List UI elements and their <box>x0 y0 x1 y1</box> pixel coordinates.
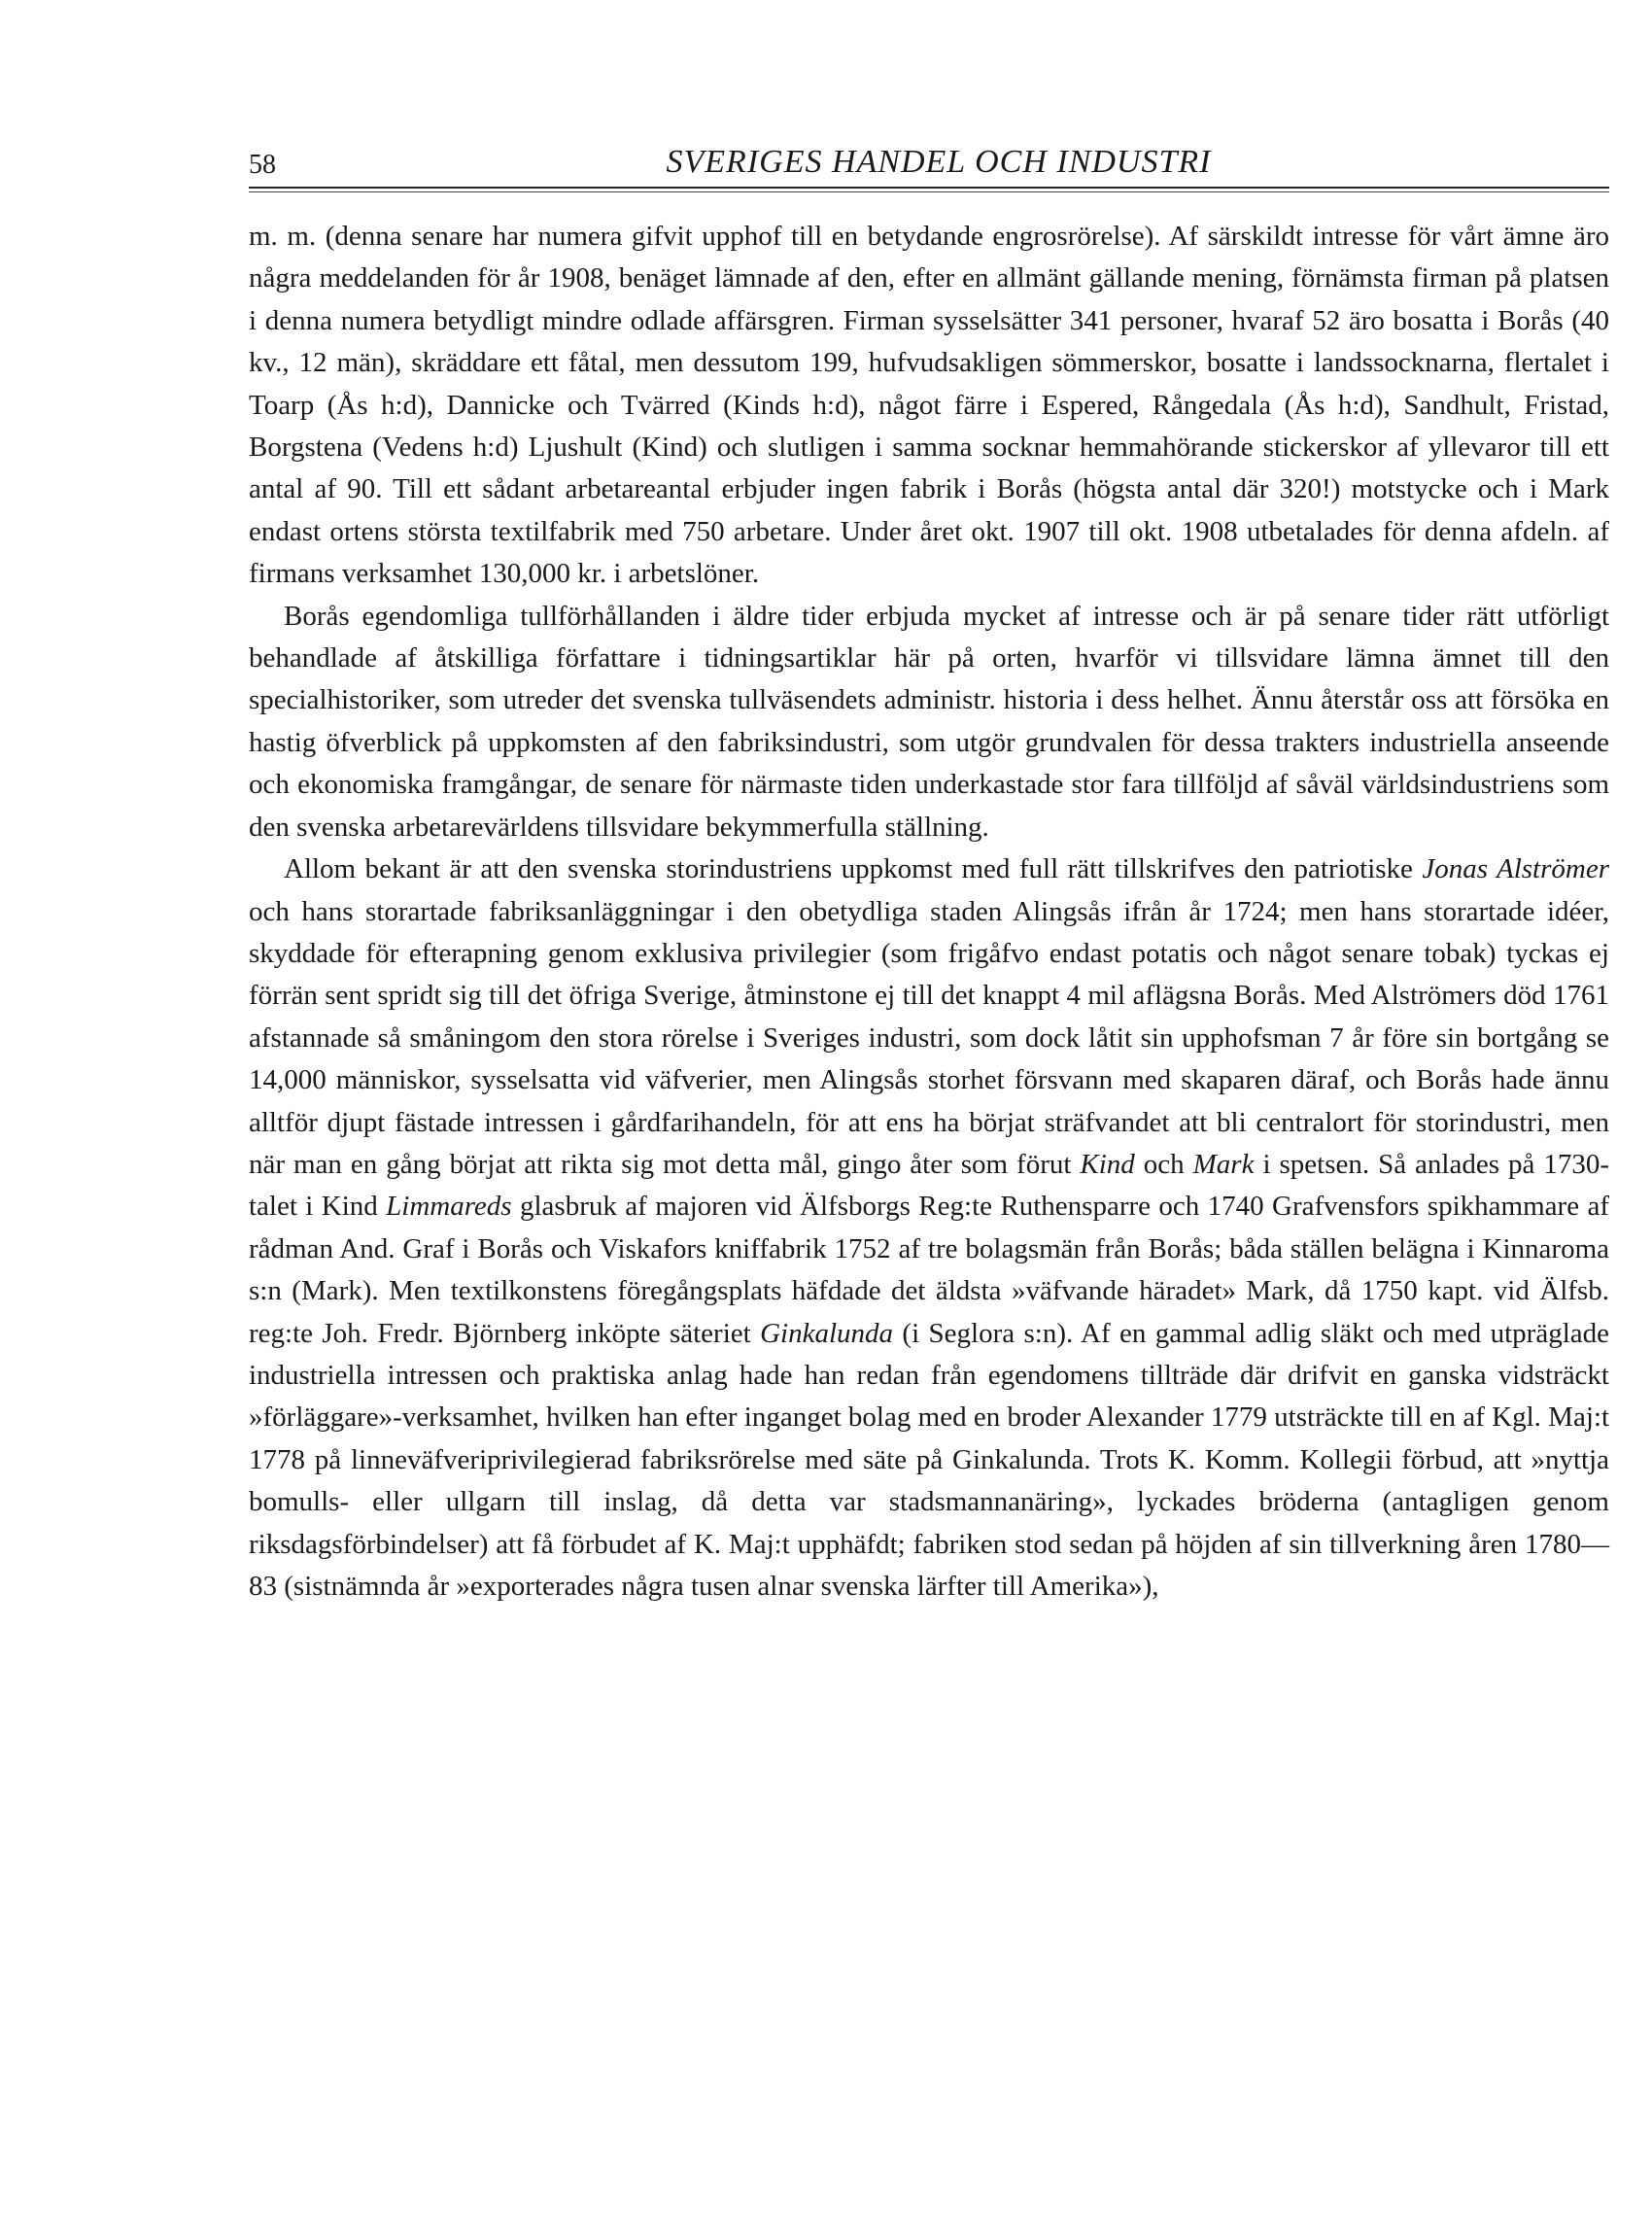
italic-name: Mark <box>1192 1148 1255 1180</box>
paragraph <box>249 216 1609 596</box>
page-header <box>249 136 1609 181</box>
text-run: Allom bekant är att den svenska storindustriens uppkomst med full rätt tillskrifves den patriotiske <box>284 853 1423 885</box>
text-run: och hans storartade fabriksanläggningar i den obetydliga staden Alingsås ifrån år 1724; men hans storartade idéer, skyddade för efterapning genom exklusiva privilegier (som frigåfvo endast potatis och något senare tobak) tyckas ej förrän sent spridt sig till det öfriga Sverige, åtminstone ej till det knappt 4 mil aflägsna Borås. Med Alströmers död 1761 afstannade så småningom den stora rörelse i Sveriges industri, som dock låtit sin upphofsman 7 år före sin bortgång se 14,000 människor, sysselsatta vid väfverier, men Alingsås storhet försvann med skaparen däraf, och Borås hade ännu alltför djupt fästade intressen i gårdfarihandeln, för att ens ha börjat sträfvandet att bli centralort för storindustri, men när man en gång börjat att rikta sig mot detta mål, gingo åter som förut <box>249 895 1609 1180</box>
text-run: (i Seglora s:n). Af en gammal adlig släkt och med utpräglade industriella intressen och praktiska anlag hade han redan från egendomens tillträde där drifvit en ganska vidsträckt »förläggare»-verksamhet, hvilken han efter inganget bolag med en broder Alexander 1779 utsträckte till en af Kgl. Maj:t 1778 på linneväfveriprivilegierad fabriksrörelse med säte på Ginkalunda. Trots K. Komm. Kollegii förbud, att »nyttja bomulls- eller ullgarn till inslag, då detta var stadsmannanäring», lyckades bröderna (antagligen genom riksdagsförbindelser) att få förbudet af K. Maj:t upphäfdt; fabriken stod sedan på höjden af sin tillverkning åren 1780—83 (sistnämnda år »exporterades några tusen alnar svenska lärfter till Amerika»), <box>249 1317 1610 1602</box>
paragraph <box>249 596 1609 848</box>
italic-name: Ginkalunda <box>760 1317 894 1349</box>
italic-name: Limmareds <box>386 1191 512 1223</box>
text-run: i spetsen. Så anlades på 1730-talet i Kind <box>249 1148 1609 1223</box>
italic-name: Jonas Alströmer <box>1422 853 1609 885</box>
text-run: glasbruk af majoren vid Älfsborgs Reg:te Ruthensparre och 1740 Grafvensfors spikhammare af rådman And. Graf i Borås och Viskafors kniffabrik 1752 af tre bolagsmän från Borås; båda ställen belägna i Kinnaroma s:n (Mark). Men textilkonstens föregångsplats häfdade det äldsta »väfvande häradet» Mark, då 1750 kapt. vid Älfsb. reg:te Joh. Fredr. Björnberg inköpte säteriet <box>249 1191 1609 1349</box>
header-rule-thin <box>249 191 1609 192</box>
document-page <box>249 136 1609 1608</box>
text-run: m. m. (denna senare har numera gifvit upphof till en betydande engrosrörelse). Af särskildt intresse för vårt ämne äro några meddelanden för år 1908, benäget lämnade af den, efter en allmänt gällande mening, förnämsta firman på platsen i denna numera betydligt mindre odlade affärsgren. Firman sysselsätter 341 personer, hvaraf 52 äro bosatta i Borås (40 kv., 12 män), skräddare ett fåtal, men dessutom 199, hufvudsakligen sömmerskor, bosatte i landssocknarna, flertalet i Toarp (Ås h:d), Dannicke och Tvärred (Kinds h:d), något färre i Espered, Rångedala (Ås h:d), Sandhult, Fristad, Borgstena (Vedens h:d) Ljushult (Kind) och slutligen i samma socknar hemmahörande stickerskor af yllevaror till ett antal af 90. Till ett sådant arbetareantal erbjuder ingen fabrik i Borås (högsta antal där 320!) motstycke och i Mark endast ortens största textilfabrik med 750 arbetare. Under året okt. 1907 till okt. 1908 utbetalades för denna afdeln. af firmans verksamhet 130,000 kr. i arbetslöner. <box>249 221 1609 590</box>
paragraph <box>249 848 1609 1608</box>
body-text <box>249 216 1609 1608</box>
running-title: SVERIGES HANDEL OCH INDUSTRI <box>666 144 1212 180</box>
text-run: Borås egendomliga tullförhållanden i äldre tider erbjuda mycket af intresse och är på senare tider rätt utförligt behandlade af åtskilliga författare i tidningsartiklar här på orten, hvarför vi tillsvidare lämna ämnet till den specialhistoriker, som utreder det svenska tullväsendets administr. historia i dess helhet. Ännu återstår oss att försöka en hastig öfverblick på uppkomsten af den fabriksindustri, som utgör grundvalen för dessa trakters industriella anseende och ekonomiska framgångar, de senare för närmaste tiden underkastade stor fara tillföljd af såväl världsindustriens som den svenska arbetarevärldens tillsvidare bekymmerfulla ställning. <box>249 600 1609 843</box>
page-number: 58 <box>249 150 276 180</box>
text-run: och <box>1134 1148 1193 1180</box>
header-rule <box>249 187 1609 189</box>
italic-name: Kind <box>1080 1148 1135 1180</box>
